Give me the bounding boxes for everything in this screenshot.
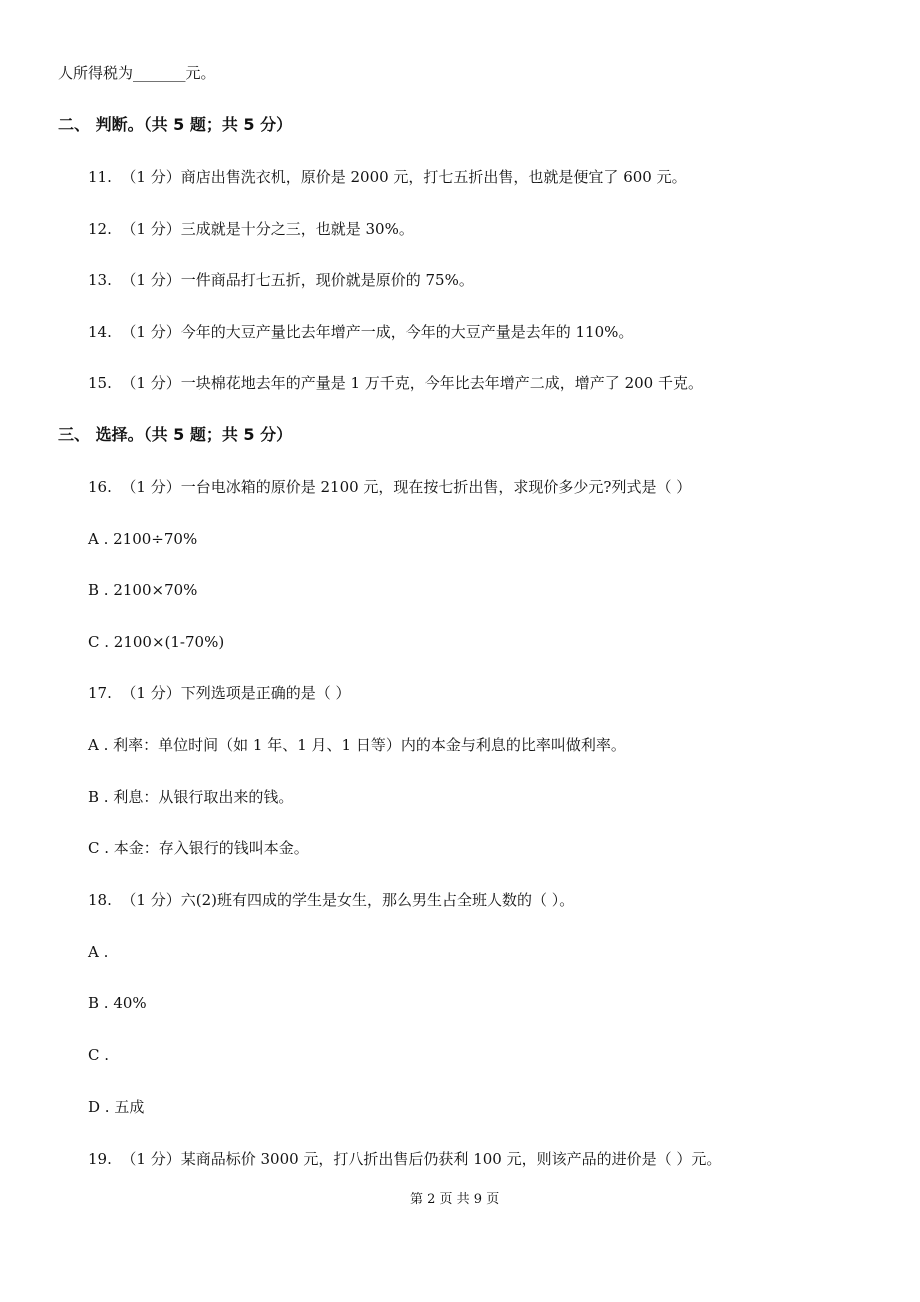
question-text: （1 分）一块棉花地去年的产量是 1 万千克，今年比去年增产二成，增产了 200 千克。 — [121, 374, 703, 392]
question-number: 12. — [88, 220, 112, 238]
option-18-a[interactable]: A . — [88, 943, 109, 961]
question-number: 17. — [88, 684, 112, 702]
section-heading-choice: 三、 选择。（共 5 题；共 5 分） — [58, 425, 293, 444]
question-11 — [88, 167, 687, 187]
question-text: （1 分）六(2)班有四成的学生是女生，那么男生占全班人数的（ ）。 — [121, 891, 575, 909]
question-17 — [88, 683, 351, 703]
question-text: （1 分）某商品标价 3000 元，打八折出售后仍获利 100 元，则该产品的进价是（ ）元。 — [121, 1150, 722, 1168]
question-text: （1 分）商店出售洗衣机，原价是 2000 元，打七五折出售，也就是便宜了 600 元。 — [121, 168, 687, 186]
option-16-a[interactable]: A . 2100÷70% — [88, 530, 198, 548]
question-number: 18. — [88, 891, 112, 909]
option-17-c[interactable]: C . 本金：存入银行的钱叫本金。 — [88, 839, 309, 857]
question-number: 13. — [88, 271, 112, 289]
option-16-b[interactable]: B . 2100×70% — [88, 581, 198, 599]
question-12 — [88, 219, 414, 239]
top-line-before: 人所得税为 — [58, 64, 134, 82]
option-18-d[interactable]: D . 五成 — [88, 1098, 145, 1116]
question-number: 19. — [88, 1150, 112, 1168]
option-18-b[interactable]: B . 40% — [88, 994, 147, 1012]
section-heading-judgement: 二、 判断。（共 5 题；共 5 分） — [58, 115, 293, 134]
question-15 — [88, 373, 703, 393]
question-19 — [88, 1149, 721, 1169]
question-14 — [88, 322, 633, 342]
question-16 — [88, 477, 691, 497]
question-text: （1 分）今年的大豆产量比去年增产一成，今年的大豆产量是去年的 110%。 — [121, 323, 634, 341]
answer-blank: _______ — [133, 64, 186, 82]
question-text: （1 分）三成就是十分之三，也就是 30%。 — [121, 220, 414, 238]
question-text: （1 分）下列选项是正确的是（ ） — [121, 684, 351, 702]
top-line — [58, 63, 216, 83]
option-16-c[interactable]: C . 2100×(1-70%) — [88, 633, 225, 651]
question-number: 11. — [88, 168, 112, 186]
question-number: 15. — [88, 374, 112, 392]
question-number: 14. — [88, 323, 112, 341]
question-number: 16. — [88, 478, 112, 496]
page-footer: 第 2 页 共 9 页 — [410, 1192, 500, 1207]
top-line-after: 元。 — [185, 64, 216, 82]
option-17-b[interactable]: B . 利息：从银行取出来的钱。 — [88, 788, 294, 806]
question-13 — [88, 270, 474, 290]
question-text: （1 分）一台电冰箱的原价是 2100 元，现在按七折出售，求现价多少元?列式是（ ） — [121, 478, 692, 496]
option-17-a[interactable]: A . 利率：单位时间（如 1 年、1 月、1 日等）内的本金与利息的比率叫做利率。 — [88, 736, 626, 754]
question-18 — [88, 890, 574, 910]
option-18-c[interactable]: C . — [88, 1046, 110, 1064]
question-text: （1 分）一件商品打七五折，现价就是原价的 75%。 — [121, 271, 474, 289]
